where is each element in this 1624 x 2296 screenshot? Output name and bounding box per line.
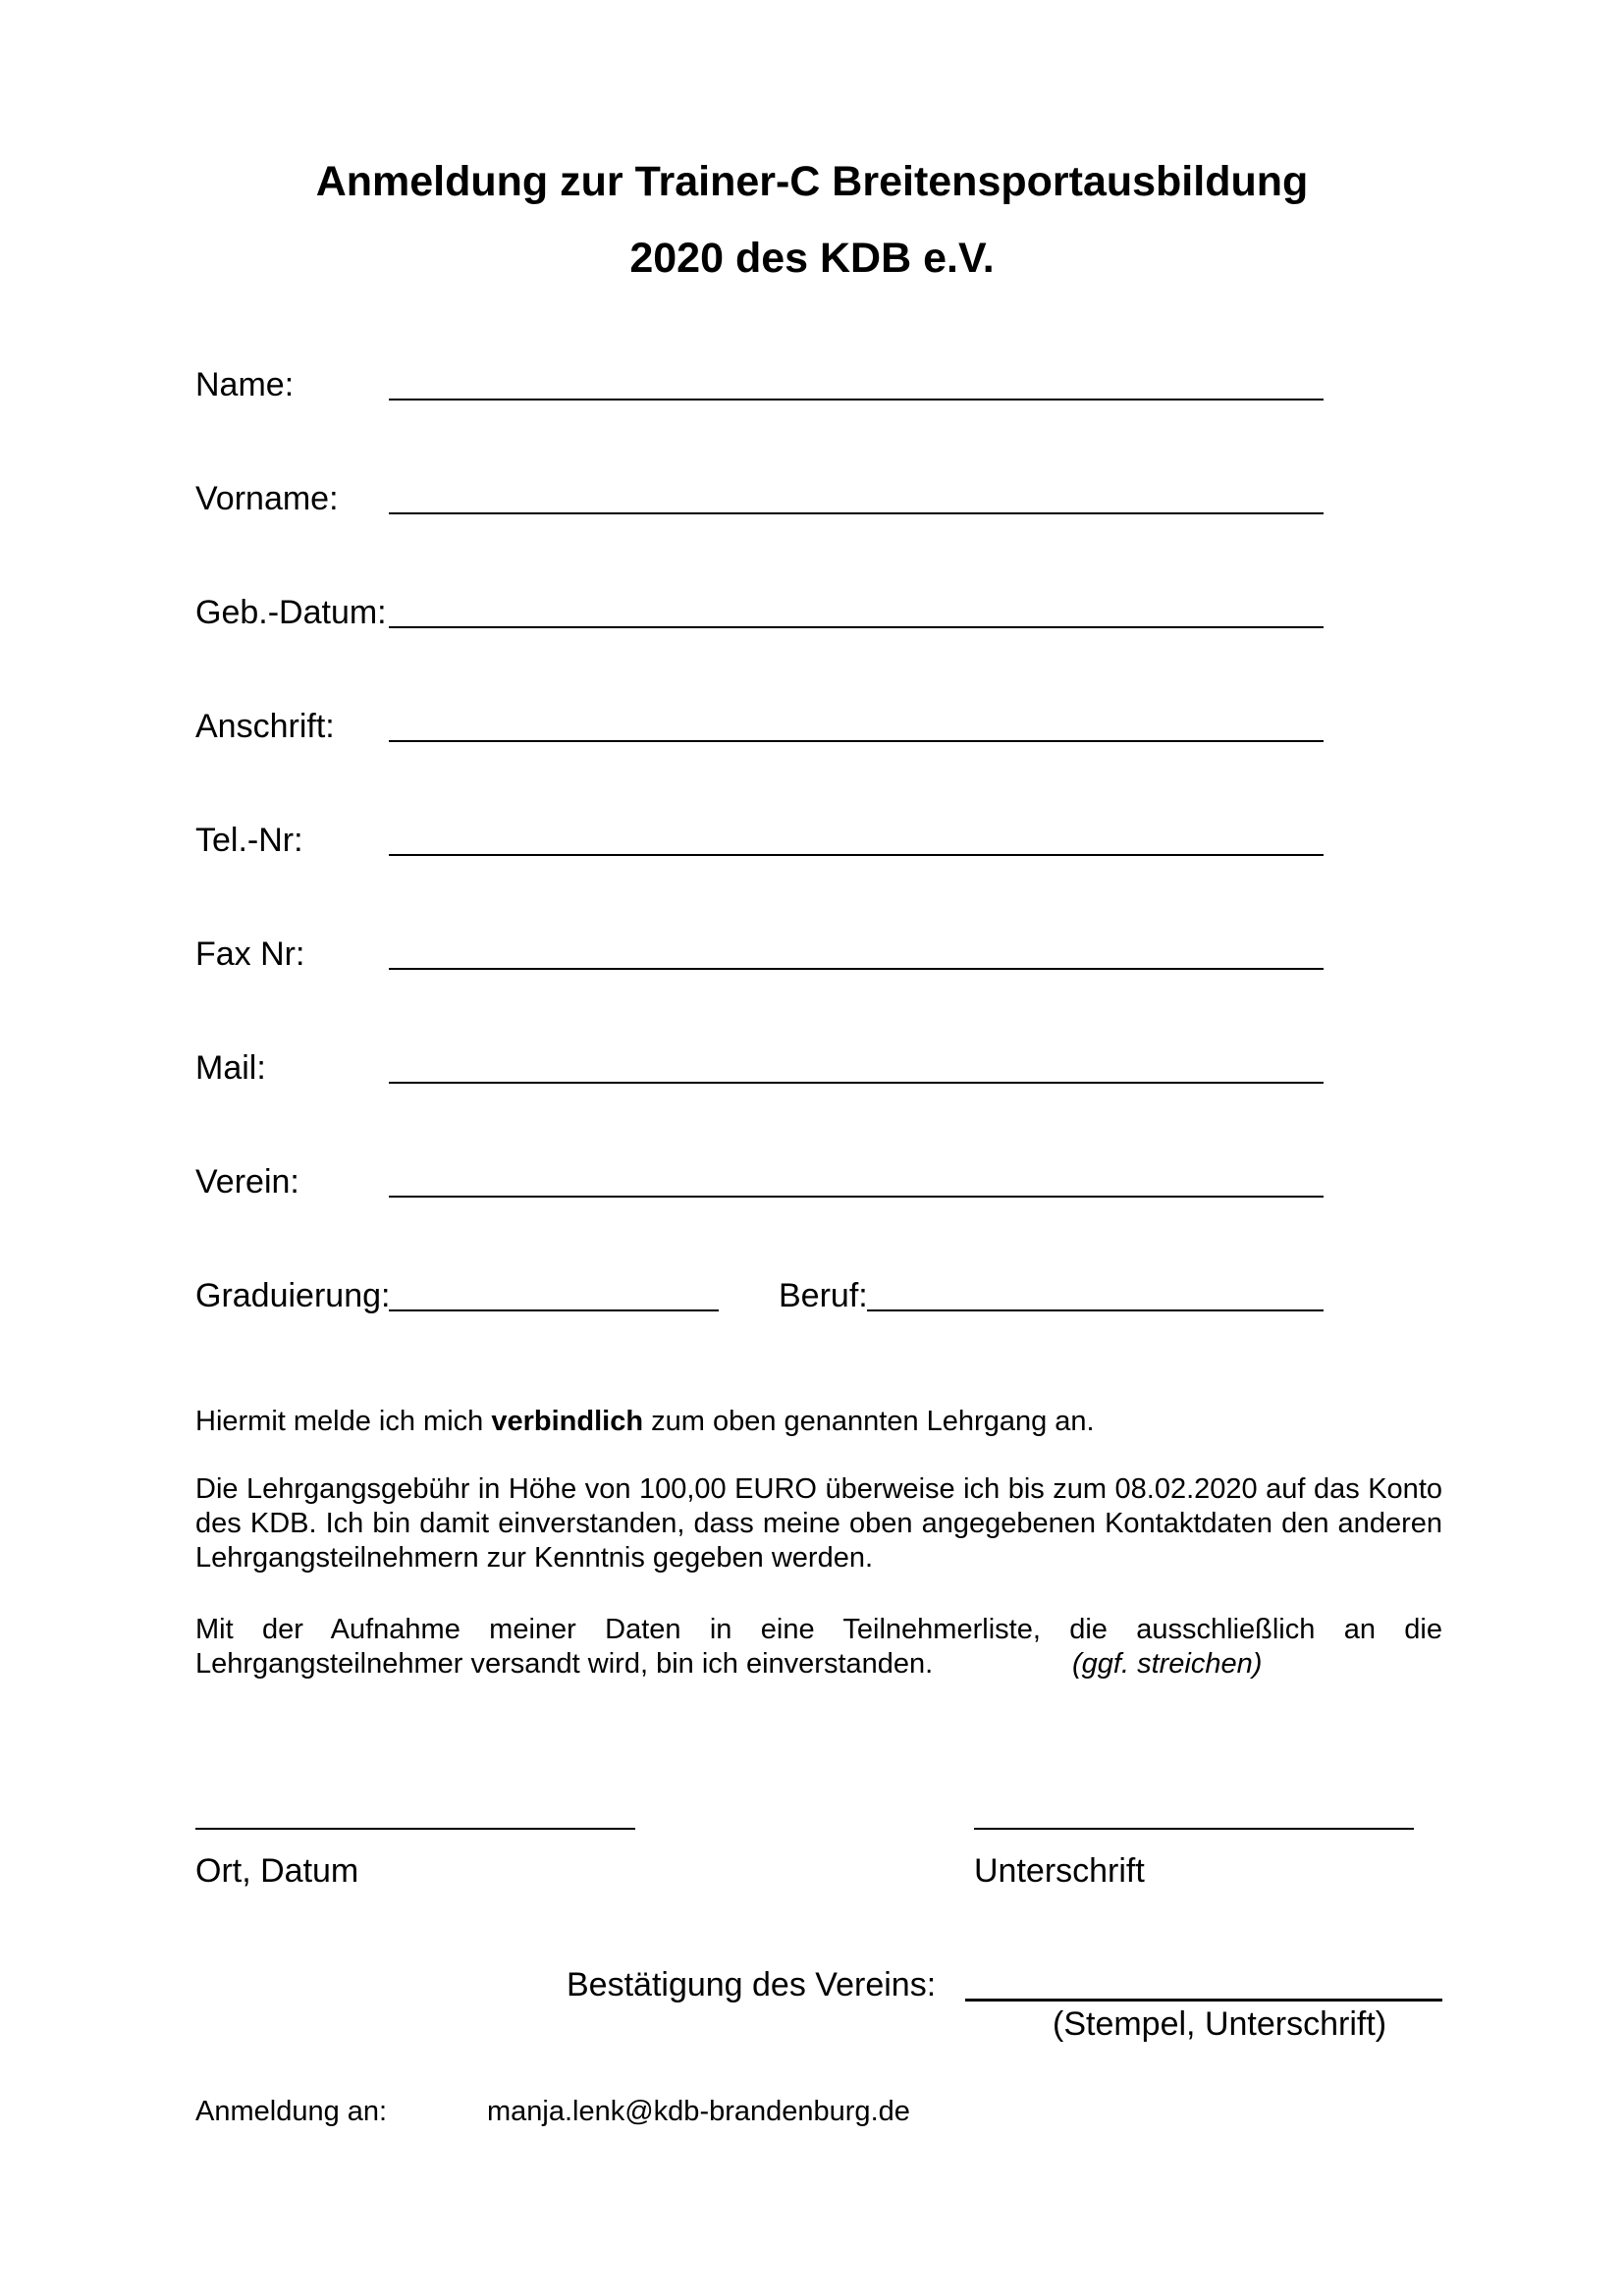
field-label-mail: Mail: (195, 1049, 266, 1087)
field-label-graduierung: Graduierung: (195, 1277, 391, 1314)
vorname-input-line[interactable] (389, 512, 1324, 514)
mail-input-line[interactable] (389, 1082, 1324, 1084)
field-label-verein: Verein: (195, 1163, 299, 1201)
graduierung-input-line[interactable] (389, 1309, 719, 1311)
fee-paragraph: Die Lehrgangsgebühr in Höhe von 100,00 EURO überweise ich bis zum 08.02.2020 auf das Konto des KDB. Ich bin damit einverstanden, dass meine oben angegebenen Kontaktdaten den anderen Lehrgangsteilnehmern zur Kenntnis gegeben werden. (195, 1473, 1442, 1574)
declaration-text-start: Hiermit melde ich mich (195, 1406, 492, 1437)
beruf-input-line[interactable] (867, 1309, 1324, 1311)
registration-label: Anmeldung an: (195, 2096, 388, 2127)
field-label-beruf: Beruf: (779, 1277, 868, 1314)
field-label-geb-datum: Geb.-Datum: (195, 594, 387, 631)
anschrift-input-line[interactable] (389, 740, 1324, 742)
field-label-vorname: Vorname: (195, 480, 339, 517)
signature-label: Unterschrift (974, 1852, 1145, 1890)
name-input-line[interactable] (389, 399, 1324, 400)
field-label-tel-nr: Tel.-Nr: (195, 822, 303, 859)
club-confirmation-line[interactable] (965, 1999, 1442, 2002)
place-date-label: Ort, Datum (195, 1852, 359, 1890)
declaration-bold-word: verbindlich (491, 1406, 644, 1437)
consent-text: Mit der Aufnahme meiner Daten in eine Teilnehmerliste, die ausschließlich an die Lehrgangsteilnehmer versandt wird, bin ich einverstanden. (195, 1614, 1442, 1680)
declaration-text-end: zum oben genannten Lehrgang an. (643, 1406, 1095, 1437)
tel-nr-input-line[interactable] (389, 854, 1324, 856)
signature-line[interactable] (974, 1828, 1414, 1830)
fax-nr-input-line[interactable] (389, 968, 1324, 970)
page-title-line-2: 2020 des KDB e.V. (629, 235, 995, 282)
declaration-text (195, 1405, 1442, 1439)
field-label-name: Name: (195, 366, 295, 403)
field-label-anschrift: Anschrift: (195, 708, 335, 745)
geb-datum-input-line[interactable] (389, 626, 1324, 628)
consent-note: (ggf. streichen) (1072, 1648, 1263, 1680)
place-date-line[interactable] (195, 1828, 635, 1830)
club-confirmation-note: (Stempel, Unterschrift) (1053, 2005, 1387, 2043)
field-label-fax-nr: Fax Nr: (195, 935, 305, 973)
club-confirmation-label: Bestätigung des Vereins: (567, 1966, 937, 2003)
registration-email[interactable]: manja.lenk@kdb-brandenburg.de (487, 2096, 910, 2127)
page-title-line-1: Anmeldung zur Trainer-C Breitensportausbildung (315, 158, 1309, 205)
verein-input-line[interactable] (389, 1196, 1324, 1198)
